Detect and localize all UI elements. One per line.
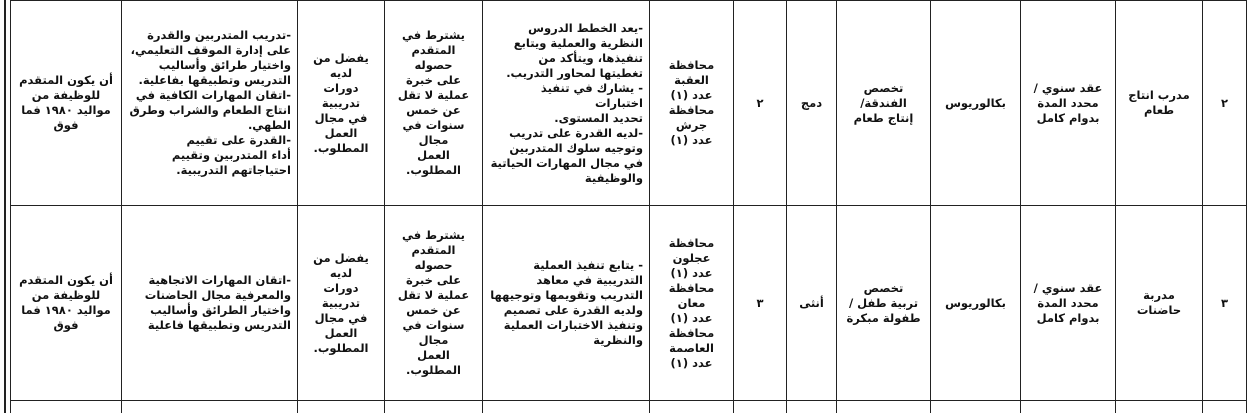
skills-cell: -اتقان المهارات الاتجاهية والمعرفية مجال الحاضنات واختيار الطرائق وأساليب التدريس وتطبيقها فاعلية xyxy=(122,206,298,401)
table-row xyxy=(11,206,1247,401)
job-title-cell: مدرب انتاج طعام xyxy=(1116,1,1203,206)
age-condition-cell: أن يكون المتقدم للوظيفة من مواليد ١٩٨٠ فما فوق xyxy=(11,206,122,401)
page-edge xyxy=(4,0,6,413)
specialization-cell: تخصص الفندقة/ إنتاج طعام xyxy=(837,1,931,206)
locations-cell: محافظة عجلون عدد (١) محافظة معان عدد (١) محافظة العاصمة عدد (١) xyxy=(650,206,734,401)
jobs-table xyxy=(10,0,1247,413)
experience-cell: يشترط في المتقدم حصوله على خبرة عملية لا تقل عن خمس سنوات في مجال العمل المطلوب. xyxy=(385,206,483,401)
skills-cell: -تدريب المتدربين والقدرة على إدارة الموقف التعليمي، واختيار طرائق وأساليب التدريس وتطبيقها بفاعلية. -اتقان المهارات الكافية في انتاج الطعام والشراب وطرق الطهي. -القدرة على تقييم أداء المتدربين وتقييم احتياجاتهم التدريبية. xyxy=(122,1,298,206)
preferred-cell: يفضل من لديه دورات تدريبية في مجال العمل المطلوب. xyxy=(298,1,385,206)
row-number-cell: ٣ xyxy=(1203,206,1247,401)
locations-cell: محافظة العقبة عدد (١) محافظة جرش عدد (١) xyxy=(650,1,734,206)
qualification-cell: بكالوريوس xyxy=(931,206,1021,401)
table-row xyxy=(11,1,1247,206)
experience-cell: يشترط في المتقدم حصوله على خبرة عملية لا تقل عن خمس سنوات في مجال العمل المطلوب. xyxy=(385,1,483,206)
qualification-cell: بكالوريوس xyxy=(931,1,1021,206)
tasks-cell: -يعد الخطط الدروس النظرية والعملية ويتابع تنفيذها، ويتأكد من تغطيتها لمحاور التدريب. - يشارك في تنفيذ اختبارات تحديد المستوى. -لديه القدرة على تدريب وتوجيه سلوك المتدربين في مجال المهارات الحياتية والوظيفية xyxy=(483,1,650,206)
row-number-cell: ٢ xyxy=(1203,1,1247,206)
contract-type-cell: عقد سنوي / محدد المدة بدوام كامل xyxy=(1021,206,1116,401)
gender-cell: أنثى xyxy=(787,206,837,401)
specialization-cell: تخصص تربية طفل / طفولة مبكرة xyxy=(837,206,931,401)
contract-type-cell: عقد سنوي / محدد المدة بدوام كامل xyxy=(1021,1,1116,206)
age-condition-cell: أن يكون المتقدم للوظيفة من مواليد ١٩٨٠ فما فوق xyxy=(11,1,122,206)
table-row-partial xyxy=(11,401,1247,413)
tasks-cell: - يتابع تنفيذ العملية التدريبية في معاهد التدريب وتقويمها وتوجيهها ولديه القدرة على تصميم وتنفيذ الاختبارات العملية والنظرية xyxy=(483,206,650,401)
vacancy-count-cell: ٣ xyxy=(734,206,787,401)
job-title-cell: مدربة حاضنات xyxy=(1116,206,1203,401)
vacancy-count-cell: ٢ xyxy=(734,1,787,206)
preferred-cell: يفضل من لديه دورات تدريبية في مجال العمل المطلوب. xyxy=(298,206,385,401)
gender-cell: دمج xyxy=(787,1,837,206)
